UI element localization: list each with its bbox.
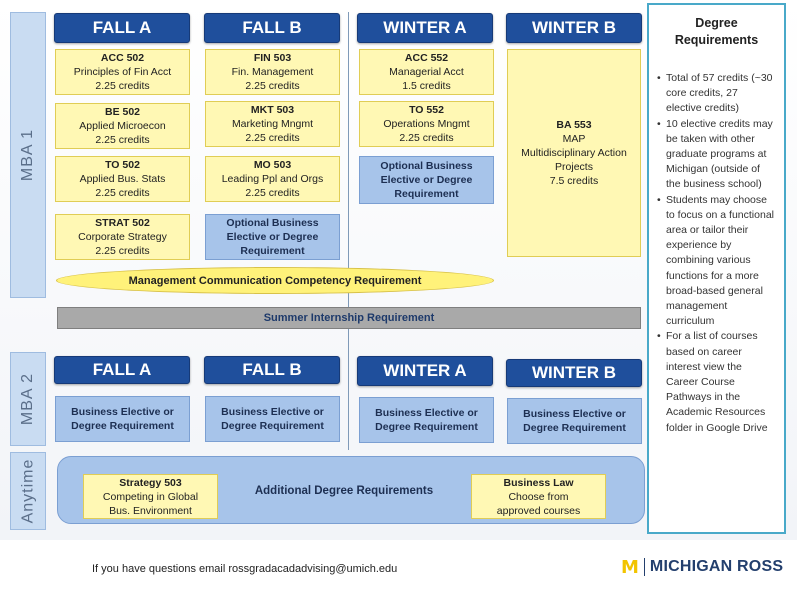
course-line: Projects [555, 161, 593, 173]
course-credits: 2.25 credits [399, 132, 454, 144]
winter-a-optional-elective: Optional Business Elective or Degree Requirement [359, 156, 494, 204]
course-strategy-503 [83, 474, 218, 519]
block-m-logo-icon: M [621, 556, 639, 578]
row-label-mba2: MBA 2 [10, 352, 46, 446]
mba1-term-winter-b: WINTER B [506, 13, 642, 43]
course-to-502 [55, 156, 190, 202]
course-business-law [471, 474, 606, 519]
term-divider-line [348, 12, 349, 450]
course-line: MAP [562, 133, 586, 145]
course-code: Strategy 503 [119, 476, 182, 489]
course-title: Fin. Management [231, 66, 314, 78]
course-be-502 [55, 103, 190, 149]
course-strat-502 [55, 214, 190, 260]
course-code: MO 503 [253, 159, 292, 171]
mba2-term-winter-a: WINTER A [357, 356, 493, 386]
course-fin-503 [205, 49, 340, 95]
course-credits: 2.25 credits [95, 80, 150, 92]
course-mo-503 [205, 156, 340, 202]
requirement-bullet: • Students may choose to focus on a functional area or tailor their experience by combining various functions for a more broad-based general management curriculum [657, 193, 776, 330]
mba2-term-fall-a: FALL A [54, 356, 190, 384]
michigan-ross-logo [621, 555, 791, 579]
logo-wordmark: MICHIGAN ROSS [649, 558, 784, 575]
course-credits: 2.25 credits [95, 245, 150, 257]
requirement-bullet: • Total of 57 credits (~30 core credits, 27 elective credits) [657, 71, 776, 117]
course-title: Managerial Acct [389, 66, 464, 78]
course-line: Choose from [508, 490, 569, 503]
course-title: Leading Ppl and Orgs [221, 173, 324, 185]
course-credits: 1.5 credits [402, 80, 451, 92]
course-code: BE 502 [104, 106, 141, 118]
course-code: FIN 503 [253, 52, 292, 64]
contact-email-text: If you have questions email rossgradacadadvising@umich.edu [92, 563, 398, 575]
requirement-bullet: • 10 elective credits may be taken with other graduate programs at Michigan (outside of the business school) [657, 117, 776, 193]
mba2-term-winter-b: WINTER B [506, 359, 642, 387]
mba2-winter-b-elective: Business Elective or Degree Requirement [507, 398, 642, 444]
row-label-mba1: MBA 1 [10, 12, 46, 298]
mba2-fall-a-elective: Business Elective or Degree Requirement [55, 396, 190, 442]
row-label-anytime: Anytime [10, 452, 46, 530]
course-line: Competing in Global [102, 490, 199, 503]
course-code: STRAT 502 [95, 217, 150, 229]
course-credits: 2.25 credits [95, 187, 150, 199]
logo-divider [644, 558, 645, 576]
course-code: BA 553 [556, 119, 592, 131]
course-title: Principles of Fin Acct [73, 66, 172, 78]
course-line: Multidisciplinary Action [521, 147, 627, 159]
course-title: Applied Microecon [79, 120, 166, 132]
additional-degree-requirements-label: Additional Degree Requirements [254, 485, 434, 497]
mba2-fall-b-elective: Business Elective or Degree Requirement [205, 396, 340, 442]
course-line: Bus. Environment [109, 504, 192, 517]
course-code: Business Law [503, 476, 574, 489]
course-ba-553-map [507, 49, 641, 257]
course-mkt-503 [205, 101, 340, 147]
course-code: TO 502 [105, 159, 140, 171]
course-credits: 7.5 credits [549, 175, 599, 187]
communication-requirement: Management Communication Competency Requirement [56, 267, 494, 294]
course-code: ACC 552 [404, 52, 449, 64]
course-title: Marketing Mngmt [231, 118, 314, 130]
course-line: approved courses [496, 504, 581, 517]
course-code: ACC 502 [100, 52, 145, 64]
course-acc-502 [55, 49, 190, 95]
course-credits: 2.25 credits [245, 187, 300, 199]
course-title: Applied Bus. Stats [79, 173, 166, 185]
mba1-term-fall-b: FALL B [204, 13, 340, 43]
course-acc-552 [359, 49, 494, 95]
degree-requirements-panel [647, 3, 786, 534]
course-title: Operations Mngmt [383, 118, 470, 130]
mba1-term-winter-a: WINTER A [357, 13, 493, 43]
requirement-bullet: • For a list of courses based on career interest view the Career Course Pathways in the Academic Resources folder in Google Drive [657, 329, 776, 435]
mba2-term-fall-b: FALL B [204, 356, 340, 384]
course-code: MKT 503 [250, 104, 295, 116]
requirements-list [657, 71, 776, 436]
fall-b-optional-elective: Optional Business Elective or Degree Requirement [205, 214, 340, 260]
mba2-winter-a-elective: Business Elective or Degree Requirement [359, 397, 494, 443]
course-code: TO 552 [409, 104, 444, 116]
mba1-term-fall-a: FALL A [54, 13, 190, 43]
summer-internship-bar: Summer Internship Requirement [57, 307, 641, 329]
course-credits: 2.25 credits [245, 132, 300, 144]
course-credits: 2.25 credits [245, 80, 300, 92]
course-title: Corporate Strategy [78, 231, 167, 243]
course-to-552 [359, 101, 494, 147]
degree-requirements-title: Degree Requirements [674, 16, 759, 47]
course-credits: 2.25 credits [95, 134, 150, 146]
